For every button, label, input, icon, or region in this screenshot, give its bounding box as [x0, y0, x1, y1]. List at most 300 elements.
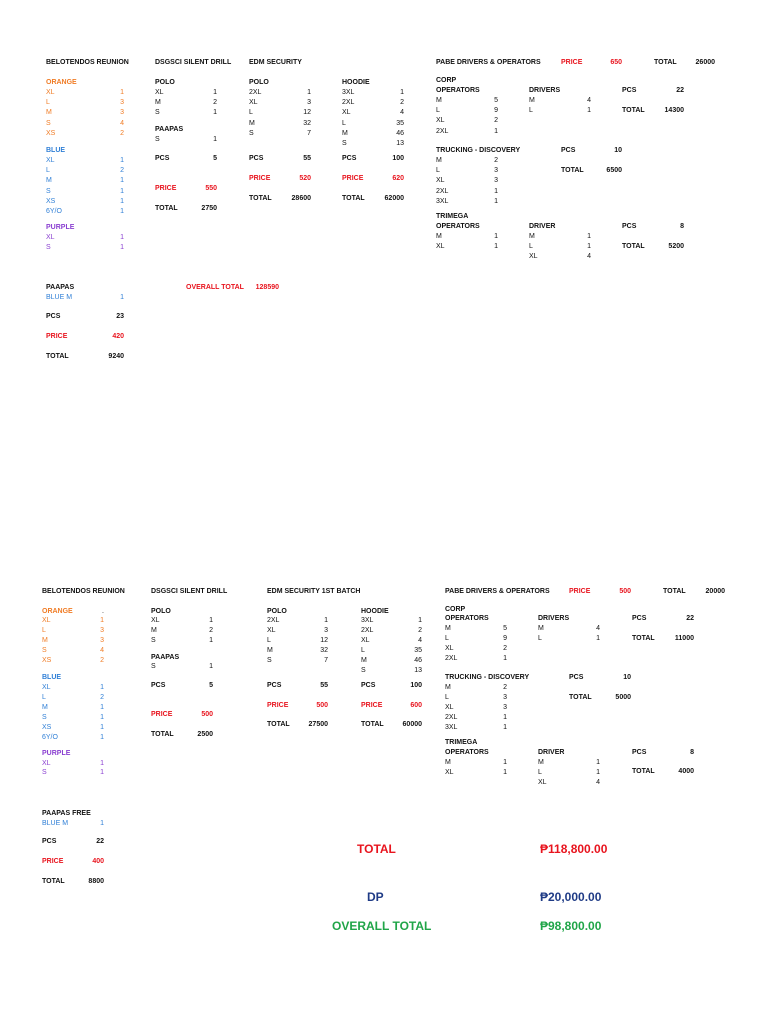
edm-polo-row-qty: 7 [324, 657, 328, 665]
edm-polo-row-size-label: S [249, 129, 254, 137]
blue-row-qty: 1 [100, 704, 104, 712]
dsgsci-paapas-row-size-label: S [155, 136, 160, 143]
pabe-driver-row-size-label: M [538, 625, 544, 633]
pabe-total: 26000 [695, 59, 715, 66]
dsgsci-total: 2500 [197, 731, 213, 739]
dsgsci-total-label: TOTAL [151, 731, 174, 739]
dsgsci-price: 500 [201, 711, 213, 719]
pabe-trucking-row-size-label: 3XL [445, 724, 458, 732]
blue-row-qty: 1 [120, 197, 124, 205]
pabe-trucking-pcs: 10 [614, 147, 622, 154]
purple-row-size-label: S [46, 244, 51, 252]
edm-polo-price: 520 [299, 175, 311, 182]
edm-polo-row-qty: 32 [303, 119, 311, 127]
blue-row-size-label: XL [42, 684, 51, 692]
pabe-operator-row-size-label: XL [436, 117, 445, 125]
paapas-title: PAAPAS [46, 284, 75, 291]
dsgsci-pcs-label: PCS [151, 682, 166, 690]
edm-hoodie-pcs: 100 [392, 155, 404, 162]
orange-row-qty: 1 [120, 89, 124, 96]
paapas-total: 8800 [88, 877, 104, 885]
pabe-driver-row-qty: 1 [587, 107, 591, 115]
pabe-trimega-driver-row-qty: 1 [596, 758, 600, 766]
edm-polo-row-qty: 3 [307, 99, 311, 107]
blue-row-qty: 2 [120, 167, 124, 175]
edm-hoodie-row-size-label: M [361, 657, 367, 665]
pabe-total-label: TOTAL [663, 588, 686, 595]
dsgsci-polo-row-size-label: M [151, 627, 157, 635]
pabe-trucking-row-size-label: M [445, 684, 451, 692]
orange-label: ORANGE [42, 607, 73, 615]
edm-hoodie-row-qty: 2 [418, 627, 422, 635]
edm-hoodie-total-label: TOTAL [342, 195, 365, 202]
dsgsci-polo-row-qty: 2 [213, 99, 217, 107]
edm-title: EDM SECURITY [249, 59, 302, 66]
pabe-trucking-row-qty: 1 [494, 187, 498, 195]
edm-hoodie-total: 62000 [384, 195, 404, 202]
pabe-trimega-total-label: TOTAL [632, 768, 655, 776]
pabe-trucking-row-qty: 3 [503, 694, 507, 702]
orange-label: ORANGE [46, 79, 77, 86]
pabe-drivers-label: DRIVERS [538, 615, 570, 623]
edm-hoodie-row-qty: 46 [396, 129, 404, 137]
blue-row-qty: 1 [120, 208, 124, 215]
pabe-corp-total-label: TOTAL [632, 635, 655, 643]
orange-row-qty: 4 [100, 647, 104, 655]
pabe-operator-row-size-label: XL [445, 645, 454, 653]
pabe-trucking-label: TRUCKING - DISCOVERY [445, 674, 530, 682]
pabe-corp-pcs: 22 [686, 615, 694, 623]
paapas-pcs: 23 [116, 313, 124, 320]
edm-hoodie-row-size-label: S [342, 140, 347, 147]
purple-row-qty: 1 [120, 244, 124, 252]
pabe-trucking-row-qty: 2 [503, 684, 507, 692]
pabe-trucking-row-size-label: XL [445, 704, 454, 712]
edm-polo-row-size-label: M [267, 647, 273, 655]
dsgsci-polo-row-size-label: M [155, 99, 161, 107]
pabe-trimega-operators-label: OPERATORS [436, 223, 480, 230]
edm-polo-row-size-label: XL [249, 99, 258, 107]
edm-polo-row-size-label: 2XL [267, 617, 280, 625]
pabe-price: 650 [610, 59, 622, 66]
blue-row-size-label: S [46, 187, 51, 195]
blue-row-size-label: S [42, 714, 47, 722]
paapas-price-label: PRICE [46, 333, 68, 340]
pabe-trucking-total: 5000 [615, 693, 631, 701]
blue-row-qty: 2 [100, 694, 104, 702]
purple-row-size-label: XL [46, 234, 55, 241]
paapas-total-label: TOTAL [42, 877, 65, 885]
pabe-operator-row-size-label: L [445, 635, 449, 643]
pabe-trimega-operator-row-size-label: M [436, 233, 442, 240]
orange-row-size-label: S [46, 119, 51, 127]
edm-polo-label: POLO [249, 79, 269, 86]
orange-row-qty: 2 [100, 657, 104, 665]
paapas-item-label: BLUE M [46, 294, 73, 301]
edm-hoodie-row-size-label: 3XL [361, 617, 374, 625]
purple-row-qty: 1 [100, 769, 104, 777]
edm-polo-price-label: PRICE [249, 175, 271, 182]
dsgsci-price-label: PRICE [151, 711, 173, 719]
pabe-operator-row-size-label: 2XL [436, 127, 449, 135]
belotendos-title: BELOTENDOS REUNION [42, 588, 125, 595]
orange-row-size-label: XS [42, 657, 52, 665]
edm-hoodie-row-size-label: L [342, 119, 346, 127]
dsgsci-title: DSGSCI SILENT DRILL [155, 59, 232, 66]
edm-hoodie-price-label: PRICE [342, 175, 364, 182]
pabe-trimega-operator-row-size-label: XL [445, 768, 454, 776]
blue-row-qty: 1 [100, 714, 104, 722]
pabe-trimega-driver-row-size-label: XL [529, 253, 538, 261]
edm-hoodie-pcs-label: PCS [342, 155, 357, 162]
edm-polo-pcs: 55 [303, 155, 311, 162]
pabe-trucking-row-qty: 3 [494, 177, 498, 185]
edm-hoodie-row-qty: 13 [396, 140, 404, 147]
pabe-drivers-label: DRIVERS [529, 87, 561, 94]
pabe-operator-row-size-label: 2XL [445, 655, 458, 663]
pabe-driver-row-size-label: L [529, 107, 533, 115]
pabe-trucking-pcs: 10 [623, 674, 631, 682]
edm-hoodie-price-label: PRICE [361, 701, 383, 709]
pabe-trimega-operator-row-qty: 1 [494, 233, 498, 240]
orange-mark: . [102, 607, 104, 615]
pabe-trimega-pcs: 8 [680, 223, 684, 230]
edm-polo-row-qty: 1 [324, 617, 328, 625]
pabe-trucking-row-size-label: XL [436, 177, 445, 185]
pabe-trimega-operator-row-size-label: XL [436, 243, 445, 251]
blue-row-size-label: M [46, 177, 52, 185]
summary-overall: ₱98,800.00 [540, 919, 602, 933]
purple-label: PURPLE [46, 224, 75, 231]
pabe-trimega-pcs-label: PCS [622, 223, 637, 230]
edm-polo-row-size-label: M [249, 119, 255, 127]
edm-polo-row-qty: 1 [307, 89, 311, 96]
dsgsci-paapas-row-qty: 1 [213, 136, 217, 143]
pabe-trimega-total-label: TOTAL [622, 243, 645, 250]
edm-hoodie-pcs: 100 [410, 682, 422, 690]
pabe-operator-row-qty: 9 [494, 107, 498, 115]
pabe-driver-row-size-label: M [529, 97, 535, 104]
paapas-total: 9240 [108, 353, 124, 360]
pabe-trimega-operator-row-size-label: M [445, 758, 451, 766]
paapas-price-label: PRICE [42, 858, 64, 866]
blue-row-size-label: L [42, 694, 46, 702]
overall-total-label: OVERALL TOTAL [186, 284, 244, 291]
orange-row-size-label: XL [46, 89, 55, 96]
pabe-trucking-label: TRUCKING - DISCOVERY [436, 147, 521, 154]
pabe-operator-row-size-label: M [436, 97, 442, 104]
edm-polo-row-size-label: S [267, 657, 272, 665]
edm-polo-pcs-label: PCS [249, 155, 264, 162]
edm-hoodie-price: 600 [410, 701, 422, 709]
orange-row-size-label: L [46, 99, 50, 107]
dsgsci-polo-row-size-label: XL [151, 617, 160, 625]
pabe-operators-label: OPERATORS [436, 87, 480, 94]
paapas-item-label: BLUE M [42, 819, 69, 827]
dsgsci-polo-row-size-label: S [151, 637, 156, 645]
pabe-trucking-total-label: TOTAL [561, 167, 584, 174]
purple-row-size-label: XL [42, 759, 51, 767]
pabe-corp-pcs-label: PCS [622, 87, 637, 94]
summary-dp-label: DP [367, 890, 384, 904]
blue-row-size-label: M [42, 704, 48, 712]
belotendos-title: BELOTENDOS REUNION [46, 59, 129, 66]
blue-row-size-label: L [46, 167, 50, 175]
pabe-operators-label: OPERATORS [445, 615, 489, 623]
edm-polo-row-qty: 3 [324, 627, 328, 635]
orange-row-size-label: S [42, 647, 47, 655]
pabe-trimega-driver-row-qty: 1 [587, 243, 591, 251]
pabe-trimega-operator-row-qty: 1 [503, 768, 507, 776]
dsgsci-polo-row-size-label: S [155, 109, 160, 117]
dsgsci-polo-row-qty: 1 [209, 617, 213, 625]
dsgsci-polo-label: POLO [155, 79, 175, 86]
paapas-price: 400 [92, 858, 104, 866]
blue-label: BLUE [42, 674, 62, 682]
purple-row-size-label: S [42, 769, 47, 777]
edm-polo-row-qty: 32 [320, 647, 328, 655]
blue-row-size-label: 6Y/O [42, 734, 58, 742]
pabe-corp-total: 11000 [674, 635, 694, 643]
pabe-trimega-driver-row-qty: 1 [587, 233, 591, 240]
edm-hoodie-row-size-label: S [361, 667, 366, 675]
edm-hoodie-price: 620 [392, 175, 404, 182]
pabe-operator-row-qty: 9 [503, 635, 507, 643]
pabe-corp-total: 14300 [664, 107, 684, 114]
edm-hoodie-row-size-label: XL [361, 637, 370, 645]
dsgsci-polo-row-qty: 1 [209, 637, 213, 645]
blue-row-size-label: XS [42, 724, 52, 732]
pabe-trucking-pcs-label: PCS [561, 147, 576, 154]
edm-hoodie-total: 60000 [402, 721, 422, 729]
edm-hoodie-row-qty: 4 [418, 637, 422, 645]
orange-row-size-label: L [42, 627, 46, 635]
blue-row-size-label: XL [46, 157, 55, 164]
orange-row-qty: 1 [100, 617, 104, 625]
edm-hoodie-label: HOODIE [361, 607, 389, 615]
dsgsci-pcs-label: PCS [155, 155, 170, 162]
edm-hoodie-row-size-label: XL [342, 109, 351, 117]
pabe-trimega-driver-row-size-label: L [529, 243, 533, 251]
edm-hoodie-row-qty: 46 [414, 657, 422, 665]
edm-hoodie-row-size-label: L [361, 647, 365, 655]
edm-polo-label: POLO [267, 607, 287, 615]
pabe-trimega-pcs-label: PCS [632, 748, 647, 756]
edm-hoodie-row-qty: 2 [400, 99, 404, 107]
pabe-price-label: PRICE [569, 588, 591, 595]
edm-hoodie-row-qty: 35 [414, 647, 422, 655]
pabe-trucking-pcs-label: PCS [569, 674, 584, 682]
pabe-trucking-row-qty: 2 [494, 157, 498, 164]
edm-polo-total-label: TOTAL [249, 195, 272, 202]
pabe-trimega-driver-row-size-label: L [538, 768, 542, 776]
edm-polo-row-qty: 7 [307, 129, 311, 137]
pabe-trucking-row-qty: 1 [494, 197, 498, 205]
pabe-corp-pcs-label: PCS [632, 615, 647, 623]
pabe-total: 20000 [705, 588, 725, 595]
blue-row-qty: 1 [120, 157, 124, 164]
dsgsci-price-label: PRICE [155, 185, 177, 192]
edm-hoodie-row-size-label: M [342, 129, 348, 137]
pabe-trimega-driver-row-qty: 1 [596, 768, 600, 776]
orange-row-qty: 3 [100, 627, 104, 635]
summary-total: ₱118,800.00 [540, 842, 608, 856]
pabe-trimega-operators-label: OPERATORS [445, 748, 489, 756]
orange-row-qty: 3 [120, 109, 124, 117]
edm-hoodie-total-label: TOTAL [361, 721, 384, 729]
pabe-corp-pcs: 22 [676, 87, 684, 94]
blue-row-qty: 1 [120, 187, 124, 195]
edm-hoodie-label: HOODIE [342, 79, 370, 86]
pabe-trimega-label: TRIMEGA [436, 213, 469, 220]
dsgsci-total-label: TOTAL [155, 205, 178, 212]
dsgsci-polo-row-size-label: XL [155, 89, 164, 96]
dsgsci-paapas-row-qty: 1 [209, 663, 213, 671]
edm-polo-total-label: TOTAL [267, 721, 290, 729]
pabe-trimega-driver-label: DRIVER [538, 748, 565, 756]
pabe-trimega-label: TRIMEGA [445, 738, 478, 746]
edm-polo-price-label: PRICE [267, 701, 289, 709]
edm-hoodie-row-size-label: 2XL [342, 99, 355, 107]
pabe-trimega-driver-label: DRIVER [529, 223, 556, 230]
orange-row-size-label: XS [46, 129, 56, 137]
paapas-pcs: 22 [96, 838, 104, 846]
pabe-operator-row-qty: 5 [503, 625, 507, 633]
dsgsci-total: 2750 [201, 205, 217, 212]
pabe-operator-row-qty: 5 [494, 97, 498, 104]
pabe-trucking-row-qty: 1 [503, 714, 507, 722]
pabe-trucking-total: 6500 [606, 167, 622, 174]
pabe-trimega-operator-row-qty: 1 [503, 758, 507, 766]
purple-row-qty: 1 [100, 759, 104, 767]
orange-row-qty: 2 [120, 129, 124, 137]
pabe-driver-row-size-label: L [538, 635, 542, 643]
edm-polo-row-size-label: L [249, 109, 253, 117]
blue-row-qty: 1 [100, 724, 104, 732]
paapas-pcs-label: PCS [42, 838, 57, 846]
edm-polo-row-size-label: L [267, 637, 271, 645]
blue-row-qty: 1 [100, 684, 104, 692]
blue-row-size-label: XS [46, 197, 56, 205]
pabe-corp-label: CORP [436, 77, 457, 84]
paapas-price: 420 [112, 333, 124, 340]
pabe-total-label: TOTAL [654, 59, 677, 66]
pabe-title: PABE DRIVERS & OPERATORS [445, 588, 550, 595]
pabe-operator-row-size-label: M [445, 625, 451, 633]
edm-polo-pcs-label: PCS [267, 682, 282, 690]
pabe-trucking-row-qty: 3 [494, 167, 498, 175]
dsgsci-paapas-label: PAAPAS [155, 126, 184, 133]
pabe-trucking-row-qty: 3 [503, 704, 507, 712]
dsgsci-polo-row-qty: 2 [209, 627, 213, 635]
paapas-title: PAAPAS FREE [42, 810, 91, 817]
dsgsci-polo-row-qty: 1 [213, 89, 217, 96]
orange-row-size-label: M [42, 637, 48, 645]
edm-polo-row-qty: 12 [303, 109, 311, 117]
edm-polo-row-size-label: XL [267, 627, 276, 635]
orange-row-size-label: XL [42, 617, 51, 625]
pabe-trucking-row-size-label: L [445, 694, 449, 702]
edm-polo-total: 28600 [291, 195, 311, 202]
paapas-total-label: TOTAL [46, 353, 69, 360]
blue-row-qty: 1 [100, 734, 104, 742]
purple-label: PURPLE [42, 749, 71, 757]
pabe-corp-total-label: TOTAL [622, 107, 645, 114]
dsgsci-polo-label: POLO [151, 607, 171, 615]
edm-hoodie-row-size-label: 3XL [342, 89, 355, 96]
dsgsci-price: 550 [205, 185, 217, 192]
pabe-trimega-driver-row-qty: 4 [596, 778, 600, 786]
edm-hoodie-row-qty: 4 [400, 109, 404, 117]
edm-title: EDM SECURITY 1ST BATCH [267, 588, 361, 595]
pabe-price-label: PRICE [561, 59, 583, 66]
pabe-trucking-row-size-label: 2XL [445, 714, 458, 722]
pabe-trimega-driver-row-qty: 4 [587, 253, 591, 261]
pabe-trucking-row-size-label: M [436, 157, 442, 164]
paapas-pcs-label: PCS [46, 313, 61, 320]
edm-hoodie-row-qty: 35 [396, 119, 404, 127]
paapas-item-qty: 1 [120, 294, 124, 301]
summary-dp: ₱20,000.00 [540, 890, 602, 904]
overall-total: 128590 [255, 284, 279, 291]
dsgsci-paapas-row-size-label: S [151, 663, 156, 671]
blue-row-qty: 1 [120, 177, 124, 185]
pabe-driver-row-qty: 4 [596, 625, 600, 633]
edm-polo-row-qty: 12 [320, 637, 328, 645]
orange-row-qty: 3 [100, 637, 104, 645]
orange-row-qty: 4 [120, 119, 124, 127]
pabe-trimega-total: 5200 [668, 243, 684, 250]
pabe-operator-row-qty: 2 [494, 117, 498, 125]
pabe-trimega-total: 4000 [678, 768, 694, 776]
edm-hoodie-pcs-label: PCS [361, 682, 376, 690]
edm-polo-total: 27500 [308, 721, 328, 729]
pabe-trucking-row-size-label: 2XL [436, 187, 449, 195]
pabe-trucking-row-size-label: L [436, 167, 440, 175]
dsgsci-title: DSGSCI SILENT DRILL [151, 588, 228, 595]
edm-hoodie-row-qty: 1 [400, 89, 404, 96]
dsgsci-polo-row-qty: 1 [213, 109, 217, 117]
blue-row-size-label: 6Y/O [46, 208, 62, 215]
summary-total-label: TOTAL [357, 842, 396, 856]
pabe-operator-row-size-label: L [436, 107, 440, 115]
edm-polo-price: 500 [316, 701, 328, 709]
blue-label: BLUE [46, 147, 66, 154]
pabe-trimega-driver-row-size-label: M [538, 758, 544, 766]
pabe-trucking-total-label: TOTAL [569, 693, 592, 701]
dsgsci-pcs: 5 [213, 155, 217, 162]
edm-hoodie-row-size-label: 2XL [361, 627, 374, 635]
pabe-operator-row-qty: 1 [494, 127, 498, 135]
pabe-trimega-driver-row-size-label: M [529, 233, 535, 240]
pabe-trimega-operator-row-qty: 1 [494, 243, 498, 251]
edm-hoodie-row-qty: 13 [414, 667, 422, 675]
edm-hoodie-row-qty: 1 [418, 617, 422, 625]
pabe-trucking-row-size-label: 3XL [436, 197, 449, 205]
pabe-trimega-pcs: 8 [690, 748, 694, 756]
edm-polo-pcs: 55 [320, 682, 328, 690]
pabe-title: PABE DRIVERS & OPERATORS [436, 59, 541, 66]
dsgsci-pcs: 5 [209, 682, 213, 690]
pabe-operator-row-qty: 2 [503, 645, 507, 653]
dsgsci-paapas-label: PAAPAS [151, 653, 180, 661]
pabe-driver-row-qty: 1 [596, 635, 600, 643]
summary-overall-label: OVERALL TOTAL [332, 919, 432, 933]
purple-row-qty: 1 [120, 234, 124, 241]
pabe-driver-row-qty: 4 [587, 97, 591, 104]
pabe-price: 500 [619, 588, 631, 595]
pabe-trimega-driver-row-size-label: XL [538, 778, 547, 786]
